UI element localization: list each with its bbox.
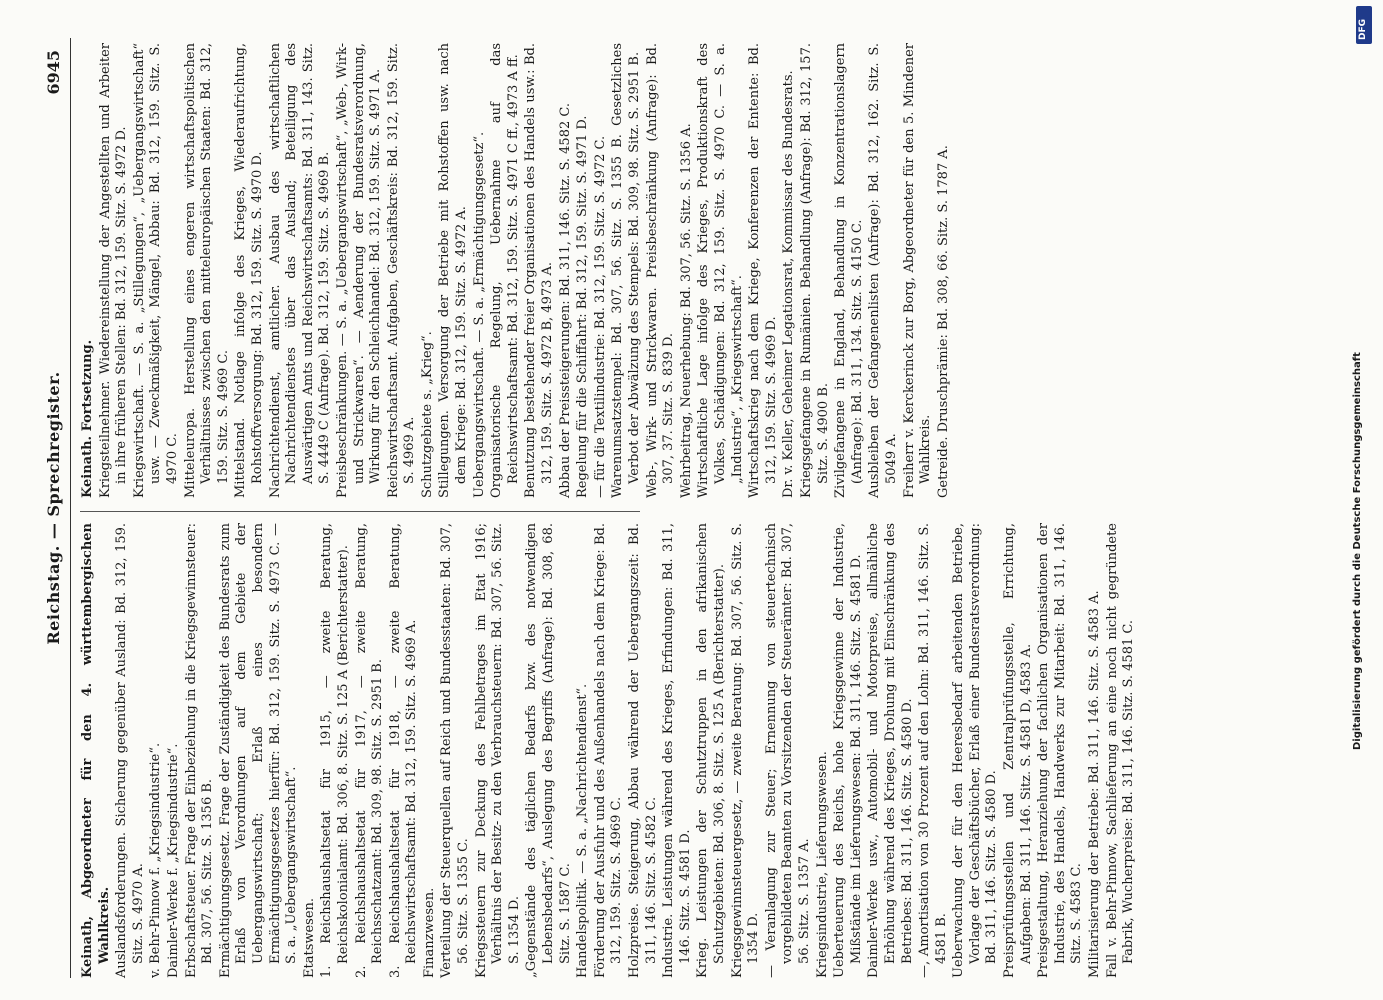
index-entry: Industrie. Leistungen während des Krieges, Erfindungen: Bd. 311, 146. Sitz. S. 4581 D.: [661, 523, 693, 978]
index-entry: 2. Reichshaushaltsetat für 1917, — zweite Beratung, Reichsschatzamt: Bd. 309, 98. Sitz. S. 2951 B.: [353, 523, 386, 978]
index-entry: Ueberwachung der für den Heeresbedarf arbeitenden Betriebe, Vorlage der Geschäftsbücher, Erlaß einer Bundesratsverordnung: Bd. 311, 146. Sitz. S. 4580 D.: [951, 523, 1000, 978]
index-entry: Preisprüfungsstellen und Zentralprüfungsstelle, Errichtung, Aufgaben: Bd. 311, 146. Sitz. S. 4581 D, 4583 A.: [1002, 523, 1034, 978]
index-entry: Warenumsatzstempel: Bd. 307, 56. Sitz. S. 1355 B. Gesetzliches Verbot der Abwälzung des Stempels: Bd. 309, 98. Sitz. S. 2951 B.: [610, 43, 642, 498]
right-column: [80, 43, 953, 498]
index-entry: Militarisierung der Betriebe: Bd. 311, 146. Sitz. S. 4583 A.: [1087, 590, 1103, 978]
page-number: 6945: [44, 50, 63, 95]
index-entry: Web-, Wirk- und Strickwaren. Preisbeschränkung (Anfrage): Bd. 307, 37. Sitz. S. 839 D.: [644, 43, 677, 498]
index-entry: Regelung für die Schiffahrt: Bd. 312, 159. Sitz. S. 4971 D.: [575, 115, 591, 498]
index-entry: Kriegsgewinnsteuergesetz, — zweite Beratung: Bd. 307, 56. Sitz. S. 1354 D.: [729, 523, 762, 978]
index-entry: Wirtschaftskrieg nach dem Kriege, Konferenzen der Entente: Bd. 312, 159. Sitz. S. 4969 D.: [747, 43, 779, 498]
column-divider: [80, 511, 640, 512]
index-entry: 3. Reichshaushaltsetat für 1918, — zweite Beratung, Reichswirtschaftsamt: Bd. 312, 159. Sitz. S. 4969 A.: [387, 523, 420, 978]
index-entry: Kriegswirtschaft. — S. a. „Stillegungen“, „Uebergangswirtschaft“ usw. — Zweckmäßigkeit, Mängel, Abbau: Bd. 312, 159. Sitz. S. 4970 C.: [131, 43, 180, 498]
index-entry: Ermächtigungsgesetz. Frage der Zuständigkeit des Bundesrats zum Erlaß von Verordnungen auf dem Gebiete der Uebergangswirtschaft; Erlaß eines besondern Ermächtigungsgesetzes hierfür: Bd. 312, 159. Sitz. S. 4973 C. — S. a. „Uebergangswirtschaft“.: [217, 523, 300, 978]
index-entry: Krieg. Leistungen der Schutztruppen in den afrikanischen Schutzgebieten: Bd. 306, 8. Sitz. S. 125 A (Berichterstatter).: [695, 523, 727, 978]
index-entry: Zivilgefangene in England, Behandlung in Konzentrationslagern (Anfrage): Bd. 311, 134. Sitz. S. 4150 C.: [833, 43, 865, 498]
index-entry: Handelspolitik. — S. a. „Nachrichtendienst“.: [575, 683, 591, 978]
index-entry: Freiherr v. Kerckerinck zur Borg, Abgeordneter für den 5. Mindener Wahlkreis.: [901, 43, 934, 498]
index-entry: Wirtschaftliche Lage infolge des Krieges, Produktionskraft des Volkes, Schädigungen: Bd. 312, 159. Sitz. S. 4970 C. — S. a. „Industrie“, „Kriegswirtschaft“.: [696, 43, 745, 498]
index-entry: Nachrichtendienst, amtlicher. Ausbau des wirtschaftlichen Nachrichtendienstes über das Ausland; Beteiligung des Auswärtigen Amts und Reichswirtschaftsamts: Bd. 311, 143. Sitz. S. 4449 C (Anfrage). Bd. 312, 159. Sitz. S. 4969 B.: [267, 43, 333, 498]
index-entry: Ueberteuerung des Reichs, hohe Kriegsgewinne der Industrie, Mißstände im Lieferungswesen: Bd. 311, 146. Sitz. S. 4581 D.: [832, 523, 864, 978]
index-entry: Holzpreise. Steigerung, Abbau während der Uebergangszeit: Bd. 311, 146. Sitz. S. 4582 C.: [627, 523, 659, 978]
person-heading: Keinath. Fortsetzung.: [80, 339, 95, 498]
index-entry: Mitteleuropa. Herstellung eines engeren wirtschaftspolitischen Verhältnisses zwischen den mitteleuropäischen Staaten: Bd. 312, 159. Sitz. S. 4969 C.: [182, 43, 231, 498]
rotated-page-content: [22, 38, 1352, 978]
index-entry: Förderung der Ausfuhr und des Außenhandels nach dem Kriege: Bd. 312, 159. Sitz. S. 4969 C.: [592, 523, 625, 978]
index-entry: v. Behr-Pinnow f. „Kriegsindustrie“.: [148, 742, 164, 978]
index-entry: Preisbeschränkungen. — S. a. „Uebergangswirtschaft“, „Web-, Wirk- und Strickwaren“. — Aenderung der Bundesratsverordnung, Wirkung für den Schleichhandel: Bd. 312, 159. Sitz. S. 4971 A.: [334, 43, 384, 498]
index-entry: „Gegenstände des täglichen Bedarfs bzw. des notwendigen Lebensbedarfs“, Auslegung des Begriffs (Anfrage): Bd. 308, 68. Sitz. S. 1587 C.: [524, 523, 573, 978]
index-entry: Abbau der Preissteigerungen: Bd. 311, 146. Sitz. S. 4582 C.: [557, 103, 573, 498]
index-entry: — Veranlagung zur Steuer; Ernennung von steuertechnisch vorgebildeten Beamten zu Vorsitzenden der Steuerämter: Bd. 307, 56. Sitz. S. 1357 A.: [763, 523, 812, 978]
index-entry: Erbschaftsteuer. Frage der Einbeziehung in die Kriegsgewinnsteuer: Bd. 307, 56. Sitz. S. 1356 B.: [183, 523, 216, 978]
dfg-logo: [1356, 6, 1372, 44]
left-column: [80, 523, 1139, 978]
index-entry: Auslandsforderungen. Sicherung gegenüber Ausland: Bd. 312, 159. Sitz. S. 4970 A.: [114, 523, 146, 978]
side-note-text: Digitalisierung gefördert durch die Deutsche Forschungsgemeinschaft: [1352, 352, 1363, 750]
running-title: Reichstag. — Sprechregister.: [44, 371, 63, 645]
index-entry: Etatswesen.: [301, 897, 317, 978]
index-entry: Preisgestaltung, Heranziehung der fachlichen Organisationen der Industrie, des Handels, Handwerks zur Mitarbeit: Bd. 311, 146. Sitz. S. 4583 C.: [1036, 523, 1085, 978]
index-entry: Daimler-Werke usw., Automobil- und Motorpreise, allmähliche Erhöhung während des Krieges, Drohung mit Einschränkung des Betriebes: Bd. 311, 146. Sitz. S. 4580 D.: [866, 523, 915, 978]
index-entry: Finanzwesen.: [421, 887, 437, 978]
index-entry: Fall v. Behr-Pinnow, Sachlieferung an eine noch nicht gegründete Fabrik, Wucherpreise: Bd. 311, 146. Sitz. S. 4581 C.: [1104, 523, 1137, 978]
index-entry: Wehrbeitrag, Neuerhebung: Bd. 307, 56. Sitz. S. 1356 A.: [678, 123, 694, 498]
index-entry: Schutzgebiete s. „Krieg“.: [419, 331, 435, 498]
index-entry: Mittelstand. Notlage infolge des Krieges, Wiederaufrichtung, Rohstoffversorgung: Bd. 312, 159. Sitz. S. 4970 D.: [233, 43, 265, 498]
index-entry: Kriegsindustrie, Lieferungswesen.: [814, 751, 830, 978]
index-entry: Organisatorische Regelung, Uebernahme auf das Reichswirtschaftsamt: Bd. 312, 159. Sitz. S. 4971 C ff., 4973 A ff.: [489, 43, 521, 498]
index-entry: Kriegsgefangene in Rumänien. Behandlung (Anfrage): Bd. 312, 157. Sitz. S. 4900 B.: [798, 43, 831, 498]
index-entry: Reichswirtschaftsamt. Aufgaben, Geschäftskreis: Bd. 312, 159. Sitz. S. 4969 A.: [385, 43, 418, 498]
index-entry: Kriegsteilnehmer. Wiedereinstellung der Angestellten und Arbeiter in ihre früheren Stellen: Bd. 312, 159. Sitz. S. 4972 D.: [97, 43, 130, 498]
index-entry: Dr. v. Keller, Geheimer Legationsrat, Kommissar des Bundesrats.: [781, 70, 797, 498]
index-entry: — für die Textilindustrie: Bd. 312, 159. Sitz. S. 4972 C.: [592, 135, 608, 498]
dfg-logo-text: DFG: [1358, 18, 1368, 40]
index-entry: Uebergangswirtschaft. — S. a. „Ermächtigungsgesetz“.: [471, 131, 487, 498]
header-rule: [70, 38, 71, 978]
index-entry: Verteilung der Steuerquellen auf Reich und Bundesstaaten: Bd. 307, 56. Sitz. S. 1355 C.: [439, 523, 472, 978]
page-header: [22, 38, 62, 978]
index-entry: Getreide. Druschprämie: Bd. 308, 66. Sitz. S. 1787 A.: [935, 145, 951, 498]
index-entry: Kriegssteuern zur Deckung des Fehlbetrages im Etat 1916; Verhältnis der Besitz- zu den Verbrauchsteuern: Bd. 307, 56. Sitz. S. 1354 D.: [473, 523, 522, 978]
index-entry: 1. Reichshaushaltsetat für 1915, — zweite Beratung, Reichskolonialamt: Bd. 306, 8. Sitz. S. 125 A (Berichterstatter).: [319, 523, 351, 978]
index-entry: Ausbleiben der Gefangenenlisten (Anfrage): Bd. 312, 162. Sitz. S. 5049 A.: [867, 43, 899, 498]
index-entry: Daimler-Werke f. „Kriegsindustrie“.: [165, 743, 181, 978]
index-entry: Stillegungen. Versorgung der Betriebe mit Rohstoffen usw. nach dem Kriege: Bd. 312, 159. Sitz. S. 4972 A.: [437, 43, 470, 498]
index-entry: Benutzung bestehender freier Organisationen des Handels usw.: Bd. 312, 159. Sitz. S. 4972 B, 4973 A.: [523, 43, 556, 498]
index-entry: —, Amortisation von 30 Prozent auf den Lohn: Bd. 311, 146. Sitz. S. 4581 B.: [917, 523, 949, 978]
person-heading: Keinath, Abgeordneter für den 4. württembergischen Wahlkreis.: [80, 523, 112, 978]
